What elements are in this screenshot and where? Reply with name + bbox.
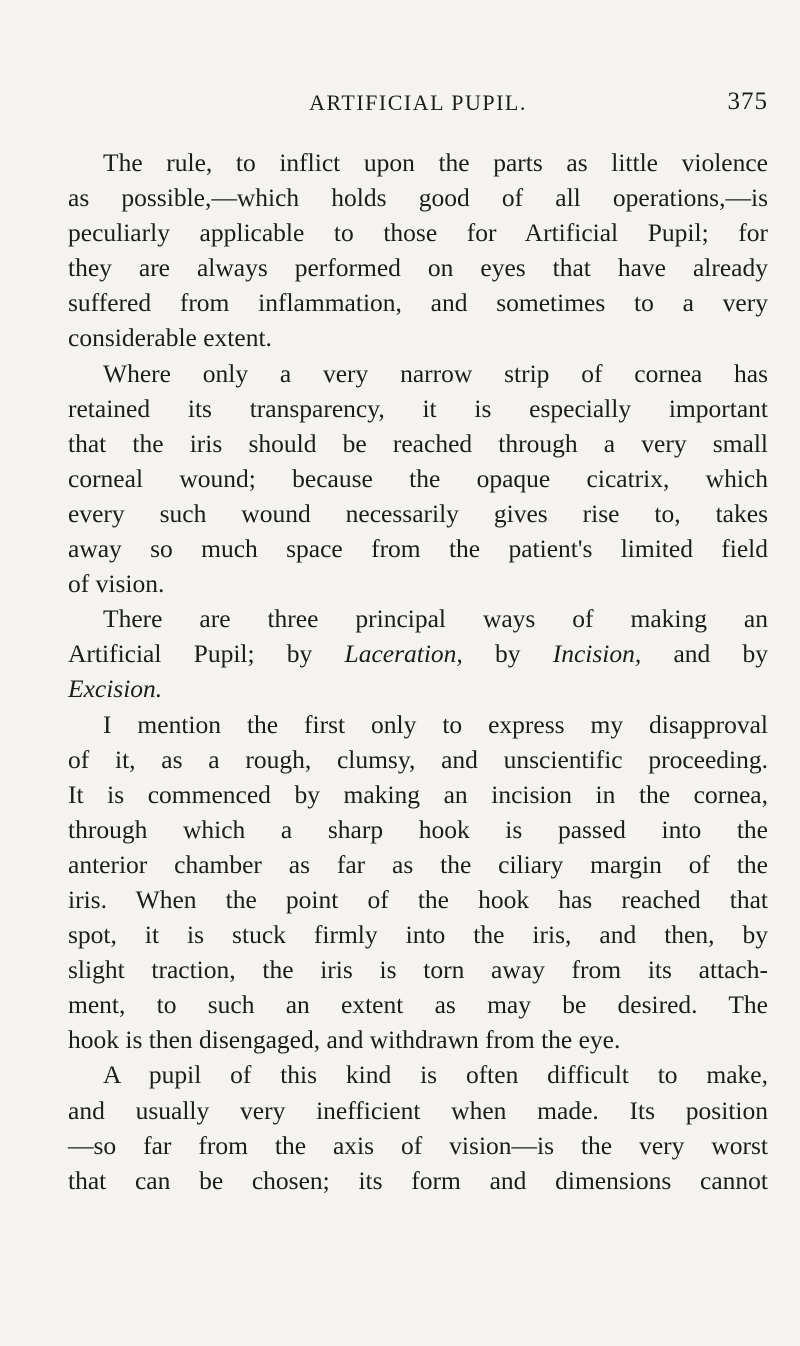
text-line: that the iris should be reached through a very small [68,428,768,458]
text-line: peculiarly applicable to those for Artificial Pupil; for [68,218,768,248]
text-line: I mention the first only to express my disapproval [103,709,768,739]
paragraph [68,601,768,706]
text-run: by [462,639,553,669]
text-line: suffered from inflammation, and sometimes to a very [68,288,768,318]
text-line: of it, as a rough, clumsy, and unscientific proceeding. [68,744,768,774]
text-line: hook is then disengaged, and withdrawn from the eye. [68,1025,621,1055]
body-text [68,145,768,1198]
text-line: There are three principal ways of making an [103,604,768,634]
chapter-title: ARTIFICIAL PUPIL. [309,90,527,115]
text-line: anterior chamber as far as the ciliary margin of the [68,849,768,879]
text-line: —so far from the axis of vision—is the very worst [68,1130,768,1160]
text-run: and by [641,639,768,669]
italic-term-laceration: Laceration, [344,639,463,669]
paragraph [68,1057,768,1197]
text-line: as possible,—which holds good of all operations,—is [68,183,768,213]
text-line [68,636,768,671]
text-line: every such wound necessarily gives rise to, takes [68,498,768,528]
text-run: Artificial Pupil; by [68,639,345,669]
paragraph [68,145,768,356]
text-line: Where only a very narrow strip of cornea has [103,358,768,388]
text-line: slight traction, the iris is torn away from its attach- [68,955,768,985]
paragraph [68,707,768,1058]
text-line: corneal wound; because the opaque cicatrix, which [68,463,768,493]
italic-term-excision: Excision. [68,674,163,704]
text-line: A pupil of this kind is often difficult to make, [103,1060,768,1090]
text-line: iris. When the point of the hook has reached that [68,884,768,914]
text-line: through which a sharp hook is passed into the [68,814,768,844]
text-line: considerable extent. [68,323,272,353]
text-line: retained its transparency, it is especially important [68,393,768,423]
text-line: It is commenced by making an incision in the cornea, [68,779,768,809]
page-number: 375 [727,88,768,115]
text-line: and usually very inefficient when made. Its position [68,1095,768,1125]
text-line: they are always performed on eyes that have already [68,253,768,283]
italic-term-incision: Incision, [552,639,642,669]
text-line: away so much space from the patient's limited field [68,534,768,564]
paragraph [68,356,768,602]
text-line: ment, to such an extent as may be desired. The [68,990,768,1020]
text-line: The rule, to inflict upon the parts as little violence [103,148,768,177]
text-line [68,671,768,706]
running-head [68,90,768,120]
text-line: spot, it is stuck firmly into the iris, and then, by [68,920,768,950]
text-line: that can be chosen; its form and dimensions cannot [68,1165,768,1195]
text-line: of vision. [68,569,165,599]
